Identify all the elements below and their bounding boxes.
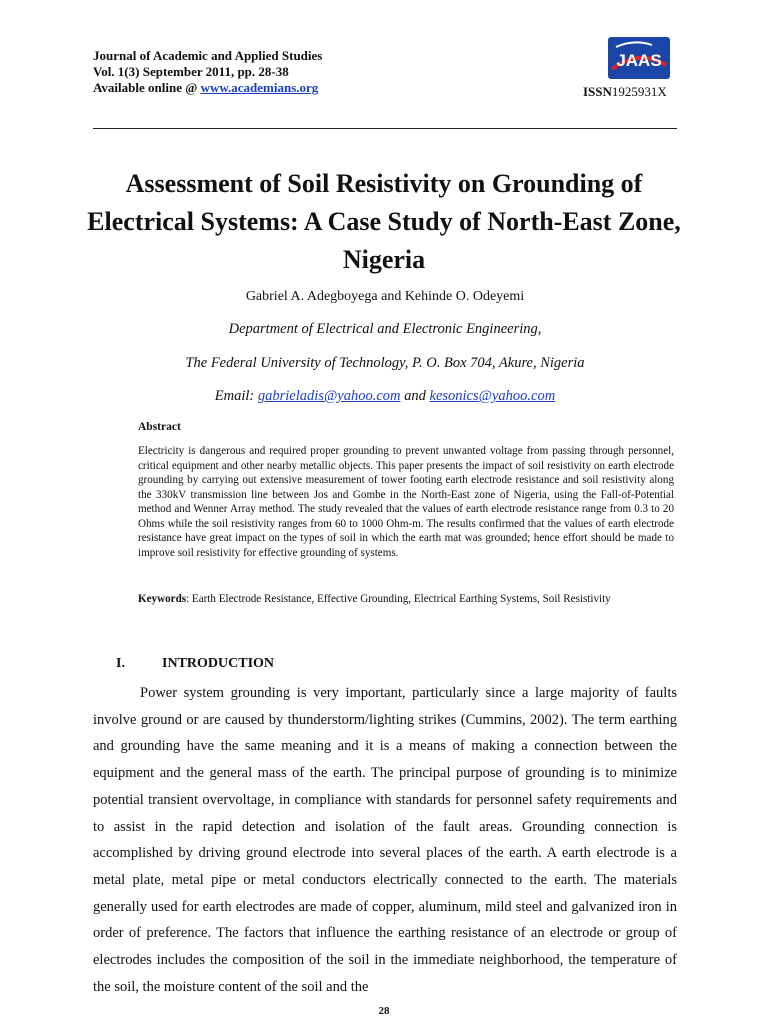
abstract-heading: Abstract <box>138 421 181 433</box>
jaas-logo <box>606 35 672 81</box>
journal-header <box>93 48 322 96</box>
department: Department of Electrical and Electronic Engineering, <box>228 321 542 337</box>
paper-title: Assessment of Soil Resistivity on Grounding of Electrical Systems: A Case Study of North-East Zone, Nigeria <box>87 169 681 274</box>
issn: ISSN1925931X <box>583 84 667 99</box>
introduction-body: Power system grounding is very important, particularly since a large majority of faults involve ground or are caused by thunderstorm/lighting strikes (Cummins, 2002). The term earthing and grounding have the same meaning and it is a means of making a connection between the equipment and the general mass of the earth. The principal purpose of grounding is to minimize potential transient overvoltage, in compliance with standards for personnel safety requirements and to assist in the rapid detection and isolation of the fault areas. Grounding connection is accomplished by driving ground electrode into several places of the earth. A earth electrode is a metal plate, metal pipe or metal conductors electrically connected to the earth. The materials generally used for earth electrodes are made of copper, aluminum, mild steel and galvanized iron in order of preference. The factors that influence the earthing resistance of an electrode or group of electrodes includes the composition of the soil in the immediate neighborhood, the temperature of the soil, the moisture content of the soil and the <box>93 685 677 995</box>
email-link-2[interactable]: kesonics@yahoo.com <box>429 388 556 404</box>
keywords: Keywords: Earth Electrode Resistance, Effective Grounding, Electrical Earthing Systems, Soil Resistivity <box>138 593 611 605</box>
university: The Federal University of Technology, P. O. Box 704, Akure, Nigeria <box>185 355 585 371</box>
journal-website-link[interactable]: www.academians.org <box>200 80 319 95</box>
journal-name: Journal of Academic and Applied Studies <box>93 48 323 63</box>
section-number: I. <box>116 656 125 671</box>
page-number: 28 <box>378 1005 390 1017</box>
authors: Gabriel A. Adegboyega and Kehinde O. Odeyemi <box>245 289 525 304</box>
available-online: Available online @ www.academians.org <box>93 80 319 95</box>
abstract-body: Electricity is dangerous and required proper grounding to prevent unwanted voltage from passing through personnel, critical equipment and other nearby metallic objects. This paper presents the impact of soil resistivity on earth electrode grounding by carrying out extensive measurement of tower footing earth electrode resistance and soil resistivity along the 330kV transmission line between Jos and Gombe in the North-East zone of Nigeria, using the Fall-of-Potential method and Wenner Array method. The study revealed that the values of earth electrode resistance range from 0.3 to 20 Ohms while the soil resistivity ranges from 60 to 1000 Ohm-m. The results confirmed that the values of earth electrode resistance have great impact on the types of soil in which the earth mat was grounded; hence effort should be made to improve soil resistivity for effective grounding of systems. <box>138 445 674 559</box>
section-title: INTRODUCTION <box>162 656 275 671</box>
email-line: Email: gabrieladis@yahoo.com and kesonics@yahoo.com <box>214 388 556 404</box>
logo-text: JAAS <box>616 51 662 70</box>
email-link-1[interactable]: gabrieladis@yahoo.com <box>257 388 401 404</box>
journal-volume: Vol. 1(3) September 2011, pp. 28-38 <box>93 64 289 79</box>
header-divider <box>93 128 677 129</box>
